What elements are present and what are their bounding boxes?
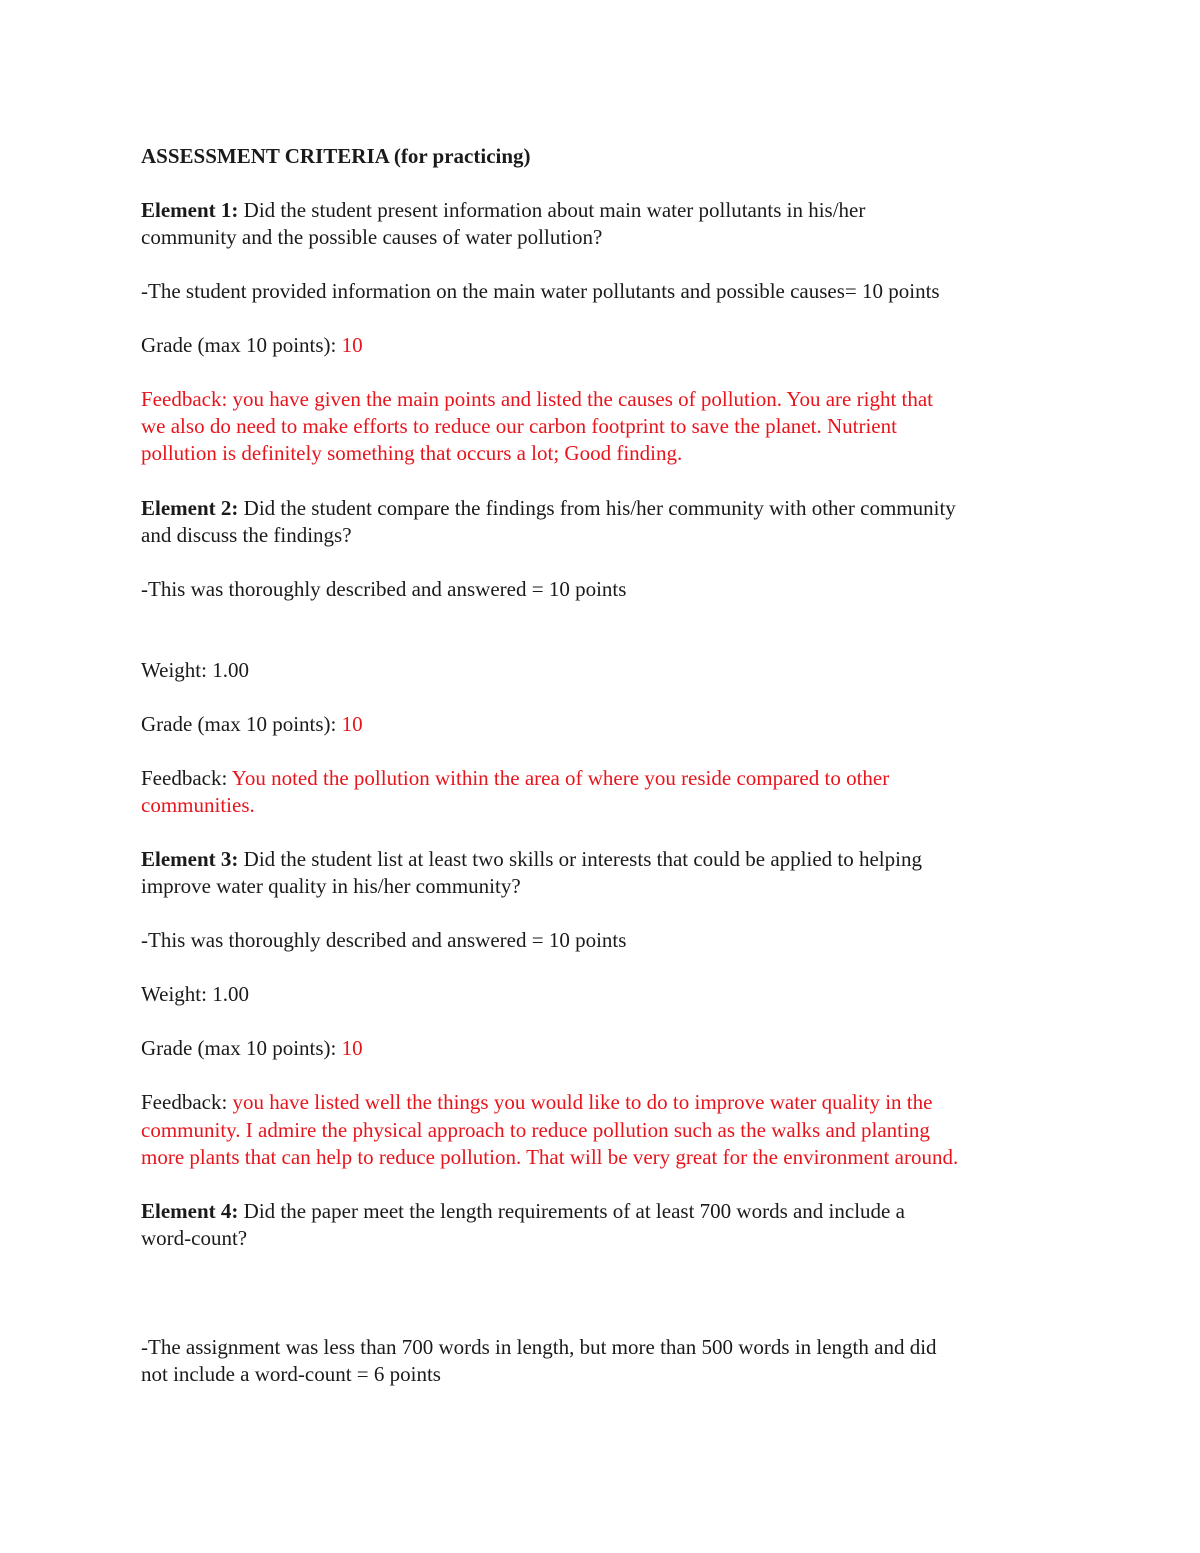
element-1-question-continued: community and the possible causes of water pollution?	[141, 225, 603, 249]
element-4-question-text: Did the paper meet the length requirements of at least 700 words and include a	[238, 1199, 905, 1223]
element-3-grade	[141, 1035, 363, 1062]
element-3-feedback-label: Feedback:	[141, 1090, 233, 1114]
element-1-feedback-line-2: we also do need to make efforts to reduce our carbon footprint to save the planet. Nutrient	[141, 414, 897, 438]
element-1-grade-label: Grade (max 10 points):	[141, 333, 342, 357]
element-4-question-continued: word-count?	[141, 1226, 248, 1250]
element-3-criterion: -This was thoroughly described and answered = 10 points	[141, 928, 627, 952]
element-1-feedback: Feedback: you have given the main points and listed the causes of pollution. You are right that	[141, 387, 934, 411]
element-2-grade	[141, 711, 363, 738]
element-3-feedback-text: you have listed well the things you would like to do to improve water quality in the	[232, 1090, 933, 1114]
element-2-label: Element 2:	[141, 496, 239, 520]
element-3-label: Element 3:	[141, 847, 239, 871]
element-1-grade-value: 10	[341, 333, 363, 357]
element-3-question-continued: improve water quality in his/her community?	[141, 874, 521, 898]
element-3-question	[141, 846, 922, 873]
element-2-feedback-line-2: communities.	[141, 793, 255, 817]
element-2-question-text: Did the student compare the findings from his/her community with other community	[238, 496, 956, 520]
element-1-grade	[141, 332, 363, 359]
element-4-label: Element 4:	[141, 1199, 239, 1223]
element-2-feedback-label: Feedback:	[141, 766, 232, 790]
element-3-feedback-line-3: more plants that can help to reduce pollution. That will be very great for the environment around.	[141, 1145, 959, 1169]
element-1-question-text: Did the student present information about main water pollutants in his/her	[238, 198, 866, 222]
element-1-question	[141, 197, 865, 224]
element-2-question	[141, 495, 956, 522]
element-2-grade-label: Grade (max 10 points):	[141, 712, 342, 736]
element-3-grade-label: Grade (max 10 points):	[141, 1036, 342, 1060]
element-2-grade-value: 10	[341, 712, 363, 736]
element-3-feedback-line-2: community. I admire the physical approach to reduce pollution such as the walks and planting	[141, 1118, 930, 1142]
element-4-question	[141, 1198, 905, 1225]
element-1-feedback-line-3: pollution is definitely something that occurs a lot; Good finding.	[141, 441, 683, 465]
element-3-question-text: Did the student list at least two skills or interests that could be applied to helping	[238, 847, 922, 871]
element-3-grade-value: 10	[341, 1036, 363, 1060]
element-2-criterion: -This was thoroughly described and answered = 10 points	[141, 577, 627, 601]
element-2-weight: Weight: 1.00	[141, 658, 249, 682]
element-3-feedback	[141, 1089, 932, 1116]
element-4-criterion: -The assignment was less than 700 words in length, but more than 500 words in length and did	[141, 1335, 937, 1359]
document-title: ASSESSMENT CRITERIA (for practicing)	[141, 144, 531, 168]
element-1-criterion: -The student provided information on the main water pollutants and possible causes= 10 points	[141, 279, 940, 303]
element-3-weight: Weight: 1.00	[141, 982, 249, 1006]
element-1-label: Element 1:	[141, 198, 239, 222]
element-2-question-continued: and discuss the findings?	[141, 523, 352, 547]
element-4-criterion-line-2: not include a word-count = 6 points	[141, 1362, 441, 1386]
element-2-feedback-text: You noted the pollution within the area of where you reside compared to other	[231, 766, 890, 790]
element-2-feedback	[141, 765, 889, 792]
